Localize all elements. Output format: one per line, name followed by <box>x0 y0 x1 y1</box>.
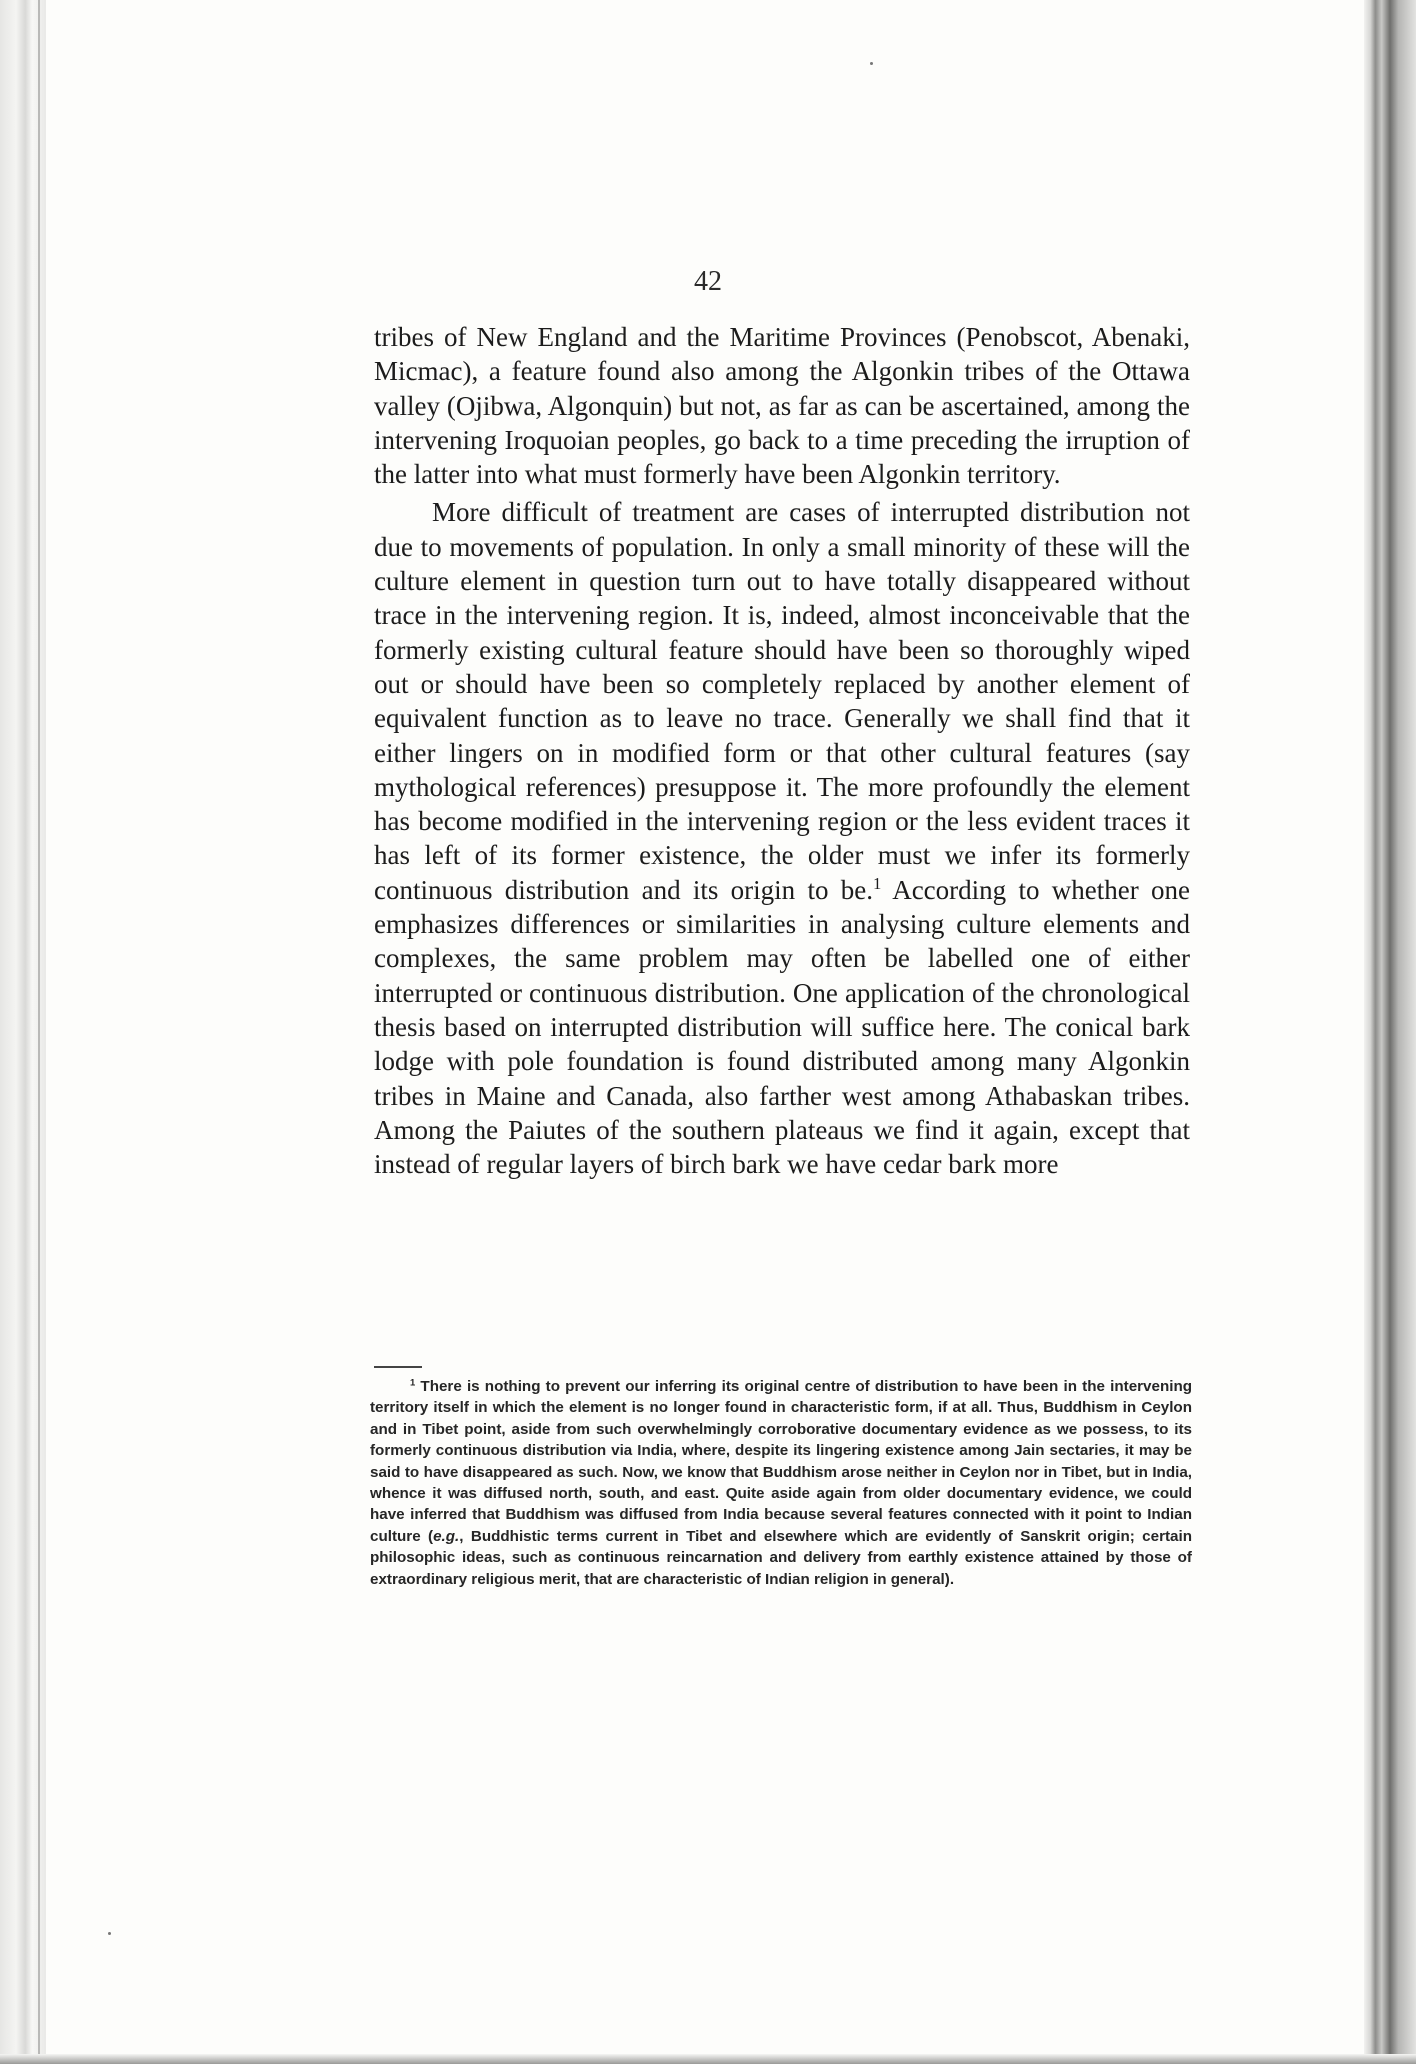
scan-speck <box>870 62 873 65</box>
footnote <box>370 1376 1192 1590</box>
book-gutter-edge <box>0 0 46 2064</box>
footnote-text: There is nothing to prevent our inferring its original centre of distribution to have been in the intervening territory itself in which the element is no longer found in characteristic form, if at all. Thus, Buddhism in Ceylon and in Tibet point, aside from such overwhelmingly corroborative documentary evidence as we possess, to its formerly continuous distribution via India, where, despite its lingering existence among Jain sectaries, it may be said to have disappeared as such. Now, we know that Buddhism arose neither in Ceylon nor in Tibet, but in India, whence it was diffused north, south, and east. Quite aside again from older documentary evidence, we could have inferred that Buddhism was diffused from India because several features connected with it point to Indian culture ( <box>370 1378 1192 1545</box>
footnote-text: , Buddhistic terms current in Tibet and elsewhere which are evidently of Sanskrit origin; certain philosophic ideas, such as continuous reincarnation and delivery from earthly existence attained by those of extraordinary religious merit, that are characteristic of Indian religion in general). <box>370 1527 1192 1588</box>
paragraph-interrupted-distribution <box>374 495 1190 1181</box>
page-number: 42 <box>694 266 722 297</box>
footnote-abbreviation: e.g. <box>433 1527 460 1545</box>
page-stack-edge <box>1364 0 1416 2064</box>
paragraph-text: According to whether one emphasizes differences or similarities in analysing culture elements and complexes, the same problem may often be labelled one of either interrupted or continuous distribution. One application of the chronological thesis based on interrupted distribution will suffice here. The conical bark lodge with pole foundation is found distributed among many Algonkin tribes in Maine and Canada, also farther west among Athabaskan tribes. Among the Paiutes of the southern plateaus we find it again, except that instead of regular layers of birch bark we have cedar bark more <box>374 874 1190 1180</box>
footnote-reference: 1 <box>873 873 882 893</box>
body-text <box>374 320 1190 1181</box>
footnote-divider <box>374 1366 422 1368</box>
footnote-marker: 1 <box>410 1376 416 1388</box>
page-bottom-edge <box>0 2054 1416 2064</box>
paragraph-text: More difficult of treatment are cases of interrupted distribution not due to movements of population. In only a small minority of these will the culture element in question turn out to have totally disappeared without trace in the intervening region. It is, indeed, almost inconceivable that the formerly existing cultural feature should have been so thoroughly wiped out or should have been so completely replaced by another element of equivalent function as to leave no trace. Generally we shall find that it either lingers on in modified form or that other cultural features (say mythological references) presuppose it. The more profoundly the element has become modified in the intervening region or the less evident traces it has left of its former existence, the older must we infer its formerly continuous distribution and its origin to be. <box>374 497 1190 905</box>
paragraph-continued: tribes of New England and the Maritime Provinces (Penobscot, Abenaki, Micmac), a feature found also among the Algonkin tribes of the Ottawa valley (Ojibwa, Algonquin) but not, as far as can be ascertained, among the intervening Iroquoian peoples, go back to a time preceding the irruption of the latter into what must formerly have been Algonkin territory. <box>374 322 1190 490</box>
scan-speck <box>108 1932 111 1935</box>
